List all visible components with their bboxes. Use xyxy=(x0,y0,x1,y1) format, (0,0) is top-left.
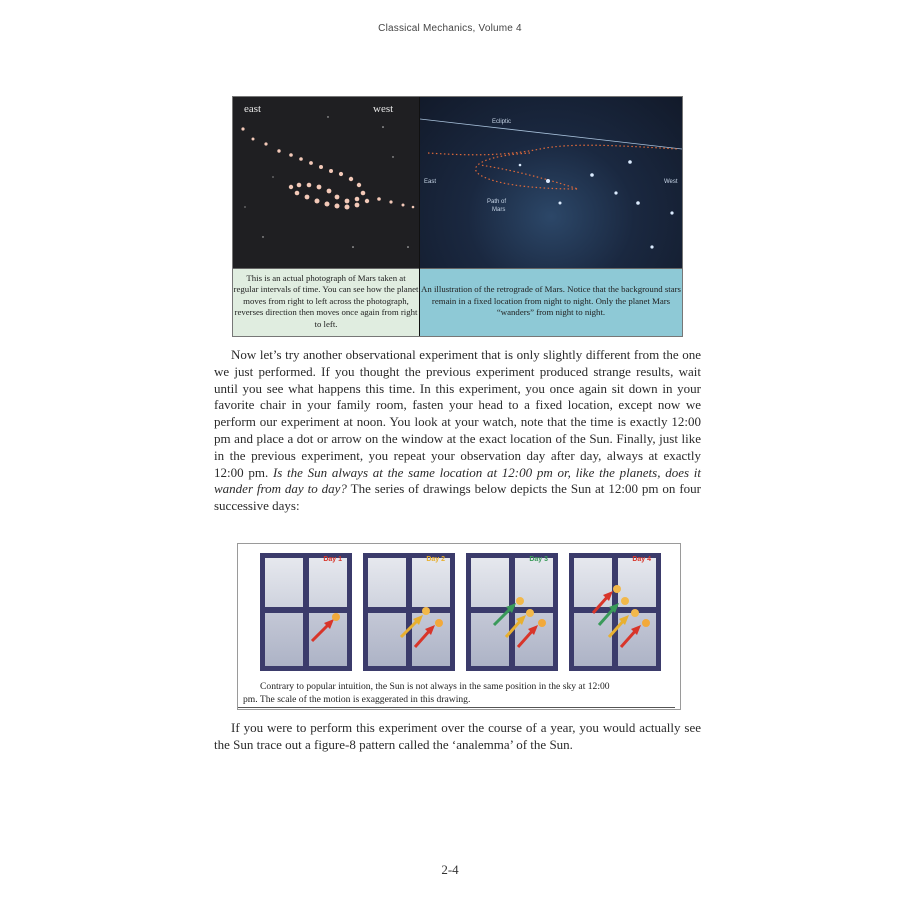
mars-photo-dots xyxy=(233,97,419,268)
paragraph-text-end: The series of drawings below depicts the Sun at 12:00 pm on four successive days: xyxy=(214,481,702,514)
paragraph-noon-experiment xyxy=(214,347,701,515)
mars-photograph xyxy=(233,97,419,268)
label-ecliptic: Ecliptic xyxy=(492,119,512,125)
day-label: Day 4 xyxy=(632,556,651,563)
paragraph-text: Now let’s try another observational experiment that is only slightly different from the one we just performed. If you thought the previous experiment produced strange results, wait until you see what happens this time. In this experiment, you once again sit down in your favorite chair in your family room, fasten your head to a fixed location, except now we perform our experiment at noon. You look at your watch, note that the time is exactly 12:00 pm and place a dot or arrow on the window at the exact location of the Sun. Finally, just like in the previous experiment, you repeat your observation day after day, always at exactly 12:00 pm. xyxy=(214,347,701,480)
window-day-3 xyxy=(466,553,558,671)
label-east: east xyxy=(244,103,262,115)
label-west-illustration: West xyxy=(664,179,678,185)
label-mars: Mars xyxy=(492,207,506,213)
caption-retrograde-illustration: An illustration of the retrograde of Mars. Notice that the background stars remain in a fixed location from night to night. Only the planet Mars “wanders” from night to night. xyxy=(420,268,682,336)
sun-arrows-day-3 xyxy=(466,553,558,671)
window-day-1 xyxy=(260,553,352,671)
running-header: Classical Mechanics, Volume 4 xyxy=(378,23,522,34)
sun-arrows-day-2 xyxy=(363,553,455,671)
label-east-illustration: East xyxy=(424,179,437,185)
paragraph-question: Is the Sun always at the same location at 12:00 pm or, like the planets, does it wander from day to day? xyxy=(214,464,701,497)
ecliptic-path xyxy=(420,97,682,268)
day-label: Day 2 xyxy=(426,556,445,563)
day-label: Day 1 xyxy=(323,556,342,563)
caption-sun-figure xyxy=(238,681,680,708)
label-path-of: Path of xyxy=(487,199,507,205)
sun-arrow-day-1 xyxy=(260,553,352,671)
retrograde-illustration xyxy=(420,97,682,268)
caption-line-1: Contrary to popular intuition, the Sun is not always in the same position in the sky at 12:00 xyxy=(260,681,610,692)
sun-arrows-day-4 xyxy=(569,553,661,671)
paragraph-analemma xyxy=(214,720,701,754)
window-day-4 xyxy=(569,553,661,671)
page-number: 2-4 xyxy=(441,862,459,877)
day-label: Day 3 xyxy=(529,556,548,563)
window-day-2 xyxy=(363,553,455,671)
mars-retrograde-figure xyxy=(232,96,683,337)
paragraph-analemma-text: If you were to perform this experiment over the course of a year, you would actually see the Sun trace out a figure-8 pattern called the ‘analemma’ of the Sun. xyxy=(214,720,701,752)
sun-position-figure xyxy=(237,543,681,710)
label-west: west xyxy=(373,103,394,115)
caption-line-2: pm. The scale of the motion is exaggerated in this drawing. xyxy=(238,694,675,708)
caption-mars-photograph: This is an actual photograph of Mars taken at regular intervals of time. You can see how the planet moves from right to left across the photograph, reverses direction then moves once again from right to left. xyxy=(233,268,419,336)
